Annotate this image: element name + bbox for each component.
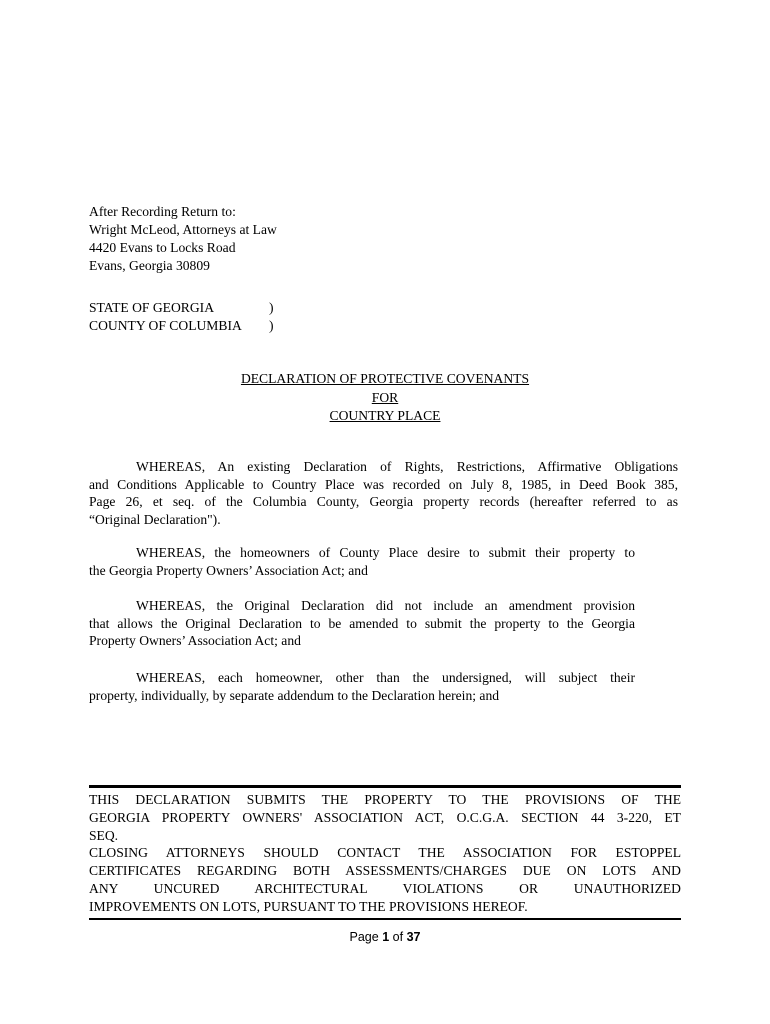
- county-paren: ): [269, 318, 274, 333]
- state-row: [89, 299, 274, 317]
- state-paren: ): [269, 300, 274, 315]
- paragraph-line: WHEREAS, the Original Declaration did not include an amendment provision: [136, 598, 635, 613]
- paragraph-line: Page 26, et seq. of the Columbia County, Georgia property records (hereafter referred to as: [89, 494, 678, 509]
- paragraph-line: Property Owners’ Association Act; and: [89, 633, 301, 648]
- return-heading: After Recording Return to:: [89, 204, 236, 219]
- return-street: 4420 Evans to Locks Road: [89, 240, 236, 255]
- title-line-1: DECLARATION OF PROTECTIVE COVENANTS: [240, 371, 530, 386]
- county-label: COUNTY OF COLUMBIA: [89, 318, 242, 333]
- property-act-notice: [89, 785, 681, 920]
- title-line-3: COUNTRY PLACE: [329, 408, 441, 423]
- notice-line: SEQ.: [89, 827, 119, 843]
- whereas-paragraph-1: [89, 458, 678, 528]
- paragraph-line: that allows the Original Declaration to be amended to submit the property to the Georgia: [89, 615, 635, 631]
- notice-line: ANY UNCURED ARCHITECTURAL VIOLATIONS OR UNAUTHORIZED: [89, 880, 681, 896]
- page-number-footer: [0, 930, 770, 944]
- paragraph-line: WHEREAS, An existing Declaration of Rights, Restrictions, Affirmative Obligations: [136, 459, 678, 474]
- whereas-paragraph-3: [89, 597, 635, 650]
- paragraph-line: property, individually, by separate addendum to the Declaration herein; and: [89, 687, 500, 703]
- notice-line: THIS DECLARATION SUBMITS THE PROPERTY TO THE PROVISIONS OF THE: [89, 792, 681, 807]
- of-word: of: [392, 930, 404, 944]
- return-address-block: [89, 203, 277, 275]
- return-city: Evans, Georgia 30809: [89, 258, 210, 273]
- paragraph-line: the Georgia Property Owners’ Association Act; and: [89, 562, 368, 578]
- return-firm: Wright McLeod, Attorneys at Law: [89, 222, 277, 237]
- county-row: [89, 317, 274, 335]
- current-page-number: 1: [382, 930, 390, 944]
- paragraph-line: WHEREAS, each homeowner, other than the undersigned, will subject their: [136, 670, 635, 685]
- total-page-count: 37: [406, 930, 421, 944]
- title-line-2: FOR: [371, 389, 399, 405]
- paragraph-line: WHEREAS, the homeowners of County Place desire to submit their property to: [136, 545, 635, 560]
- whereas-paragraph-4: [89, 669, 635, 704]
- paragraph-line: and Conditions Applicable to Country Place was recorded on July 8, 1985, in Deed Book 385,: [89, 476, 678, 492]
- notice-line: CERTIFICATES REGARDING BOTH ASSESSMENTS/CHARGES DUE ON LOTS AND: [89, 863, 681, 879]
- notice-line: GEORGIA PROPERTY OWNERS' ASSOCIATION ACT, O.C.G.A. SECTION 44 3-220, ET: [89, 809, 681, 825]
- whereas-paragraph-2: [89, 544, 635, 579]
- paragraph-line: “Original Declaration").: [89, 511, 221, 527]
- state-label: STATE OF GEORGIA: [89, 300, 215, 315]
- jurisdiction-caption: [89, 299, 274, 335]
- notice-line: CLOSING ATTORNEYS SHOULD CONTACT THE ASSOCIATION FOR ESTOPPEL: [89, 845, 681, 861]
- page-word: Page: [349, 930, 379, 944]
- document-title: [140, 370, 630, 426]
- notice-line: IMPROVEMENTS ON LOTS, PURSUANT TO THE PROVISIONS HEREOF.: [89, 898, 528, 914]
